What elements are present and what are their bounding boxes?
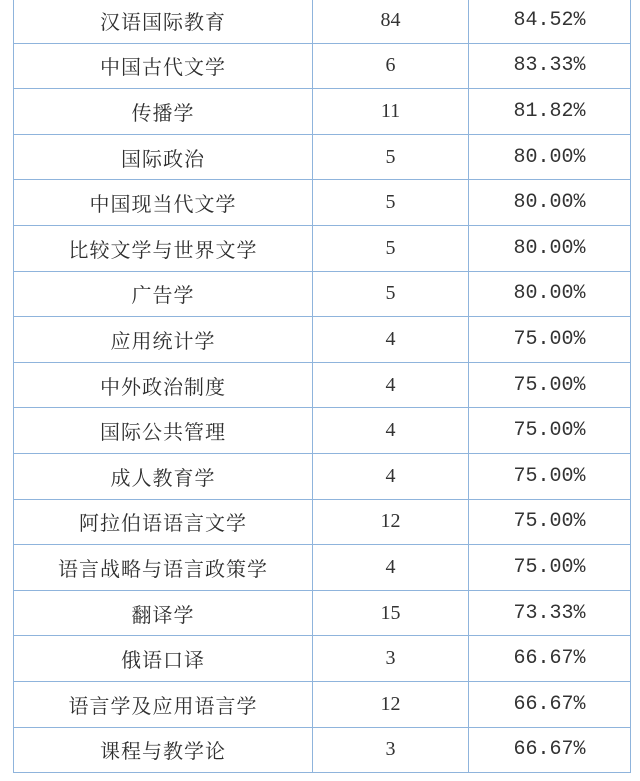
table-row (14, 362, 631, 408)
major-cell: 应用统计学 (14, 317, 313, 363)
count-cell: 11 (313, 89, 469, 135)
rate-cell: 84.52% (469, 0, 631, 43)
admission-rate-table (13, 0, 631, 773)
count-cell: 3 (313, 727, 469, 773)
table-row (14, 89, 631, 135)
count-cell: 4 (313, 317, 469, 363)
rate-cell: 83.33% (469, 43, 631, 89)
rate-cell: 73.33% (469, 590, 631, 636)
major-cell: 国际公共管理 (14, 408, 313, 454)
table-row (14, 636, 631, 682)
count-cell: 12 (313, 499, 469, 545)
table-row (14, 499, 631, 545)
count-cell: 5 (313, 134, 469, 180)
rate-cell: 66.67% (469, 727, 631, 773)
rate-cell: 80.00% (469, 271, 631, 317)
major-cell: 阿拉伯语语言文学 (14, 499, 313, 545)
major-cell: 中外政治制度 (14, 362, 313, 408)
major-cell: 语言战略与语言政策学 (14, 545, 313, 591)
count-cell: 5 (313, 271, 469, 317)
count-cell: 3 (313, 636, 469, 682)
table-row (14, 134, 631, 180)
table-row (14, 408, 631, 454)
major-cell: 俄语口译 (14, 636, 313, 682)
major-cell: 国际政治 (14, 134, 313, 180)
count-cell: 4 (313, 408, 469, 454)
major-cell: 中国现当代文学 (14, 180, 313, 226)
count-cell: 12 (313, 681, 469, 727)
count-cell: 6 (313, 43, 469, 89)
rate-cell: 66.67% (469, 681, 631, 727)
count-cell: 4 (313, 453, 469, 499)
count-cell: 84 (313, 0, 469, 43)
rate-cell: 80.00% (469, 180, 631, 226)
rate-cell: 66.67% (469, 636, 631, 682)
table-row (14, 43, 631, 89)
rate-cell: 81.82% (469, 89, 631, 135)
table-row (14, 317, 631, 363)
table-row (14, 453, 631, 499)
major-cell: 比较文学与世界文学 (14, 225, 313, 271)
rate-cell: 75.00% (469, 362, 631, 408)
table-row (14, 180, 631, 226)
count-cell: 5 (313, 225, 469, 271)
rate-cell: 80.00% (469, 225, 631, 271)
table-row (14, 0, 631, 43)
major-cell: 传播学 (14, 89, 313, 135)
rate-cell: 75.00% (469, 545, 631, 591)
table-body (14, 0, 631, 773)
major-cell: 成人教育学 (14, 453, 313, 499)
table-row (14, 727, 631, 773)
rate-cell: 75.00% (469, 408, 631, 454)
major-cell: 翻译学 (14, 590, 313, 636)
count-cell: 4 (313, 362, 469, 408)
table-row (14, 681, 631, 727)
table-row (14, 271, 631, 317)
major-cell: 广告学 (14, 271, 313, 317)
count-cell: 4 (313, 545, 469, 591)
rate-cell: 80.00% (469, 134, 631, 180)
count-cell: 5 (313, 180, 469, 226)
table-row (14, 545, 631, 591)
table-row (14, 225, 631, 271)
count-cell: 15 (313, 590, 469, 636)
rate-cell: 75.00% (469, 453, 631, 499)
major-cell: 语言学及应用语言学 (14, 681, 313, 727)
table-row (14, 590, 631, 636)
rate-cell: 75.00% (469, 499, 631, 545)
rate-cell: 75.00% (469, 317, 631, 363)
major-cell: 中国古代文学 (14, 43, 313, 89)
major-cell: 汉语国际教育 (14, 0, 313, 43)
major-cell: 课程与教学论 (14, 727, 313, 773)
